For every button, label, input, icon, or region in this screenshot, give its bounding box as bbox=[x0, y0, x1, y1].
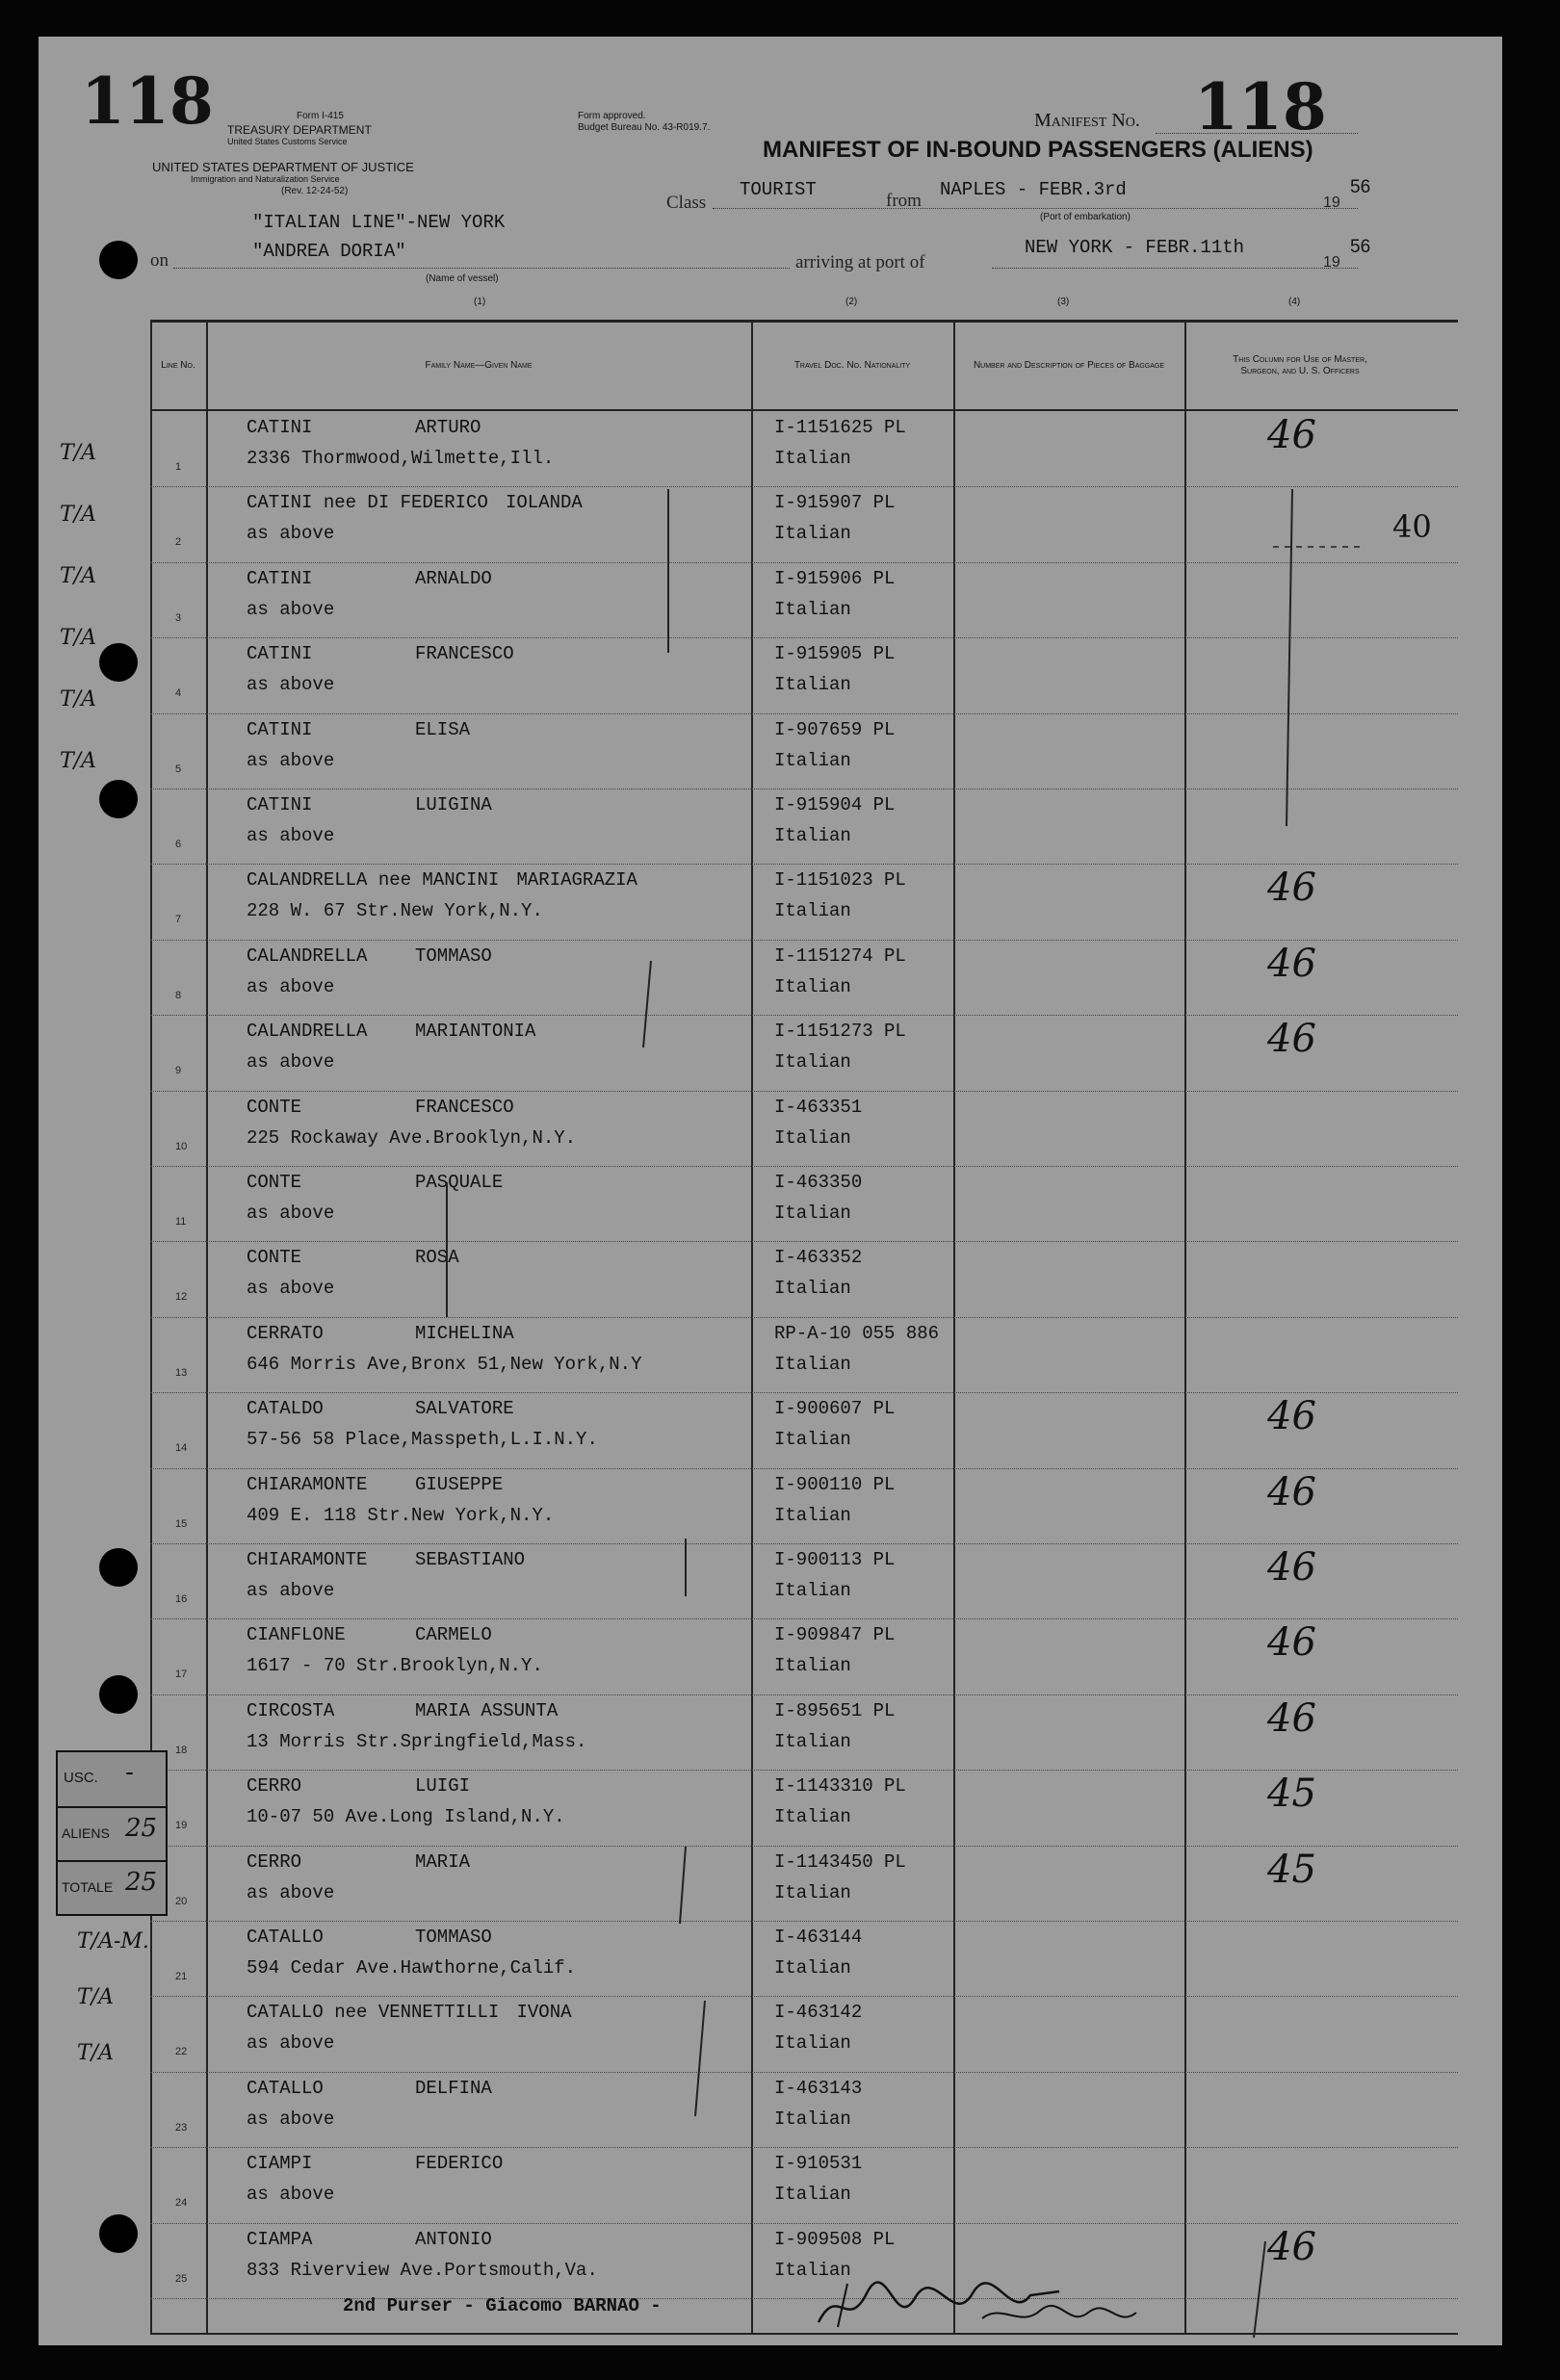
nationality: Italian bbox=[774, 825, 851, 846]
arriving-dotline bbox=[992, 268, 1358, 269]
officer-mark: 45 bbox=[1267, 1847, 1316, 1892]
budget-bureau: Budget Bureau No. 43-R019.7. bbox=[578, 122, 711, 133]
form-number: Form I-415 bbox=[297, 111, 344, 121]
travel-doc-number: I-900607 PL bbox=[774, 1398, 896, 1420]
travel-doc-number: I-915904 PL bbox=[774, 794, 896, 815]
given-name: SALVATORE bbox=[415, 1398, 514, 1420]
travel-doc-number: I-915906 PL bbox=[774, 567, 896, 589]
treasury-department: TREASURY DEPARTMENT bbox=[227, 123, 372, 137]
form-revision: (Rev. 12-24-52) bbox=[281, 186, 349, 196]
family-name: CERRO bbox=[247, 1850, 302, 1873]
table-row bbox=[150, 1166, 1458, 1242]
line-number: 14 bbox=[175, 1442, 188, 1455]
aliens-value: 25 bbox=[125, 1814, 158, 1843]
address: as above bbox=[247, 975, 335, 997]
passenger-rows bbox=[150, 411, 1458, 2333]
nationality: Italian bbox=[774, 1353, 851, 1375]
header-officers: This Column for Use of Master, Surgeon, and U. S. Officers bbox=[1233, 354, 1367, 376]
punch-hole bbox=[99, 1675, 138, 1714]
table-row bbox=[150, 2072, 1458, 2148]
nationality: Italian bbox=[774, 1278, 851, 1300]
table-row bbox=[150, 1921, 1458, 1997]
address: 10-07 50 Ave.Long Island,N.Y. bbox=[247, 1806, 565, 1828]
travel-doc-number: I-463351 bbox=[774, 1096, 863, 1118]
table-row bbox=[150, 713, 1458, 789]
family-name: CALANDRELLA bbox=[247, 1021, 368, 1043]
punch-hole bbox=[99, 780, 138, 818]
given-name: IVONA bbox=[516, 2002, 572, 2024]
given-name: MICHELINA bbox=[415, 1322, 514, 1344]
officer-mark: 46 bbox=[1267, 413, 1316, 457]
officer-mark: 46 bbox=[1267, 1469, 1316, 1514]
vessel-label: (Name of vessel) bbox=[426, 273, 499, 284]
table-row bbox=[150, 1694, 1458, 1771]
arriving-value: NEW YORK - FEBR.11th bbox=[1025, 237, 1245, 258]
usc-label: USC. bbox=[64, 1770, 98, 1786]
punch-hole bbox=[99, 2214, 138, 2253]
line-number: 1 bbox=[175, 461, 182, 473]
line-number: 22 bbox=[175, 2046, 188, 2058]
punch-hole bbox=[99, 643, 138, 682]
aliens-label: ALIENS bbox=[62, 1825, 110, 1841]
nationality: Italian bbox=[774, 749, 851, 771]
line-number: 16 bbox=[175, 1593, 188, 1605]
year2-prefix: 19 bbox=[1323, 254, 1340, 271]
table-row bbox=[150, 2223, 1458, 2299]
address: as above bbox=[247, 2108, 335, 2130]
ta-mark: T/A bbox=[60, 441, 96, 465]
line-number: 21 bbox=[175, 1971, 188, 1982]
nationality: Italian bbox=[774, 1580, 851, 1601]
address: 57-56 58 Place,Masspeth,L.I.N.Y. bbox=[247, 1429, 598, 1451]
travel-doc-number: I-895651 PL bbox=[774, 1699, 896, 1721]
ta-mark-lower: T/A bbox=[77, 1985, 114, 2009]
nationality: Italian bbox=[774, 900, 851, 922]
travel-doc-number: I-910531 bbox=[774, 2153, 863, 2175]
passenger-table bbox=[150, 320, 1458, 2335]
given-name: ROSA bbox=[415, 1247, 459, 1269]
line-number: 20 bbox=[175, 1895, 188, 1907]
table-row bbox=[150, 637, 1458, 713]
travel-doc-number: I-1151023 PL bbox=[774, 869, 906, 892]
nationality: Italian bbox=[774, 1429, 851, 1451]
totals-box bbox=[56, 1750, 168, 1916]
given-name: FRANCESCO bbox=[415, 643, 514, 665]
address: 409 E. 118 Str.New York,N.Y. bbox=[247, 1504, 555, 1526]
given-name: ARNALDO bbox=[415, 567, 492, 589]
given-name: GIUSEPPE bbox=[415, 1473, 504, 1495]
manifest-dotline bbox=[1156, 133, 1358, 134]
travel-doc-number: I-900113 PL bbox=[774, 1549, 896, 1570]
table-row bbox=[150, 1846, 1458, 1922]
from-value: NAPLES - FEBR.3rd bbox=[940, 179, 1127, 200]
family-name: CIAMPI bbox=[247, 2153, 313, 2175]
nationality: Italian bbox=[774, 2032, 851, 2055]
address: as above bbox=[247, 523, 335, 545]
family-name: CIANFLONE bbox=[247, 1624, 346, 1646]
address: as above bbox=[247, 1051, 335, 1074]
given-name: LUIGI bbox=[415, 1775, 471, 1798]
table-row bbox=[150, 1996, 1458, 2072]
immigration-service: Immigration and Naturalization Service bbox=[191, 174, 340, 184]
from-label: from bbox=[886, 191, 922, 211]
address: as above bbox=[247, 1203, 335, 1224]
family-name: CATALLO bbox=[247, 2077, 324, 2099]
column-number-1: (1) bbox=[474, 297, 486, 307]
table-row bbox=[150, 1468, 1458, 1544]
given-name: DELFINA bbox=[415, 2077, 492, 2099]
nationality: Italian bbox=[774, 1881, 851, 1903]
table-row bbox=[150, 1618, 1458, 1694]
year-prefix: 19 bbox=[1323, 194, 1340, 211]
given-name: MARIA ASSUNTA bbox=[415, 1699, 559, 1721]
family-name: CATINI nee DI FEDERICO bbox=[247, 492, 488, 514]
table-row bbox=[150, 562, 1458, 638]
officer-mark: 45 bbox=[1267, 1772, 1316, 1817]
table-row bbox=[150, 1770, 1458, 1846]
nationality: Italian bbox=[774, 2108, 851, 2130]
travel-doc-number: I-907659 PL bbox=[774, 718, 896, 740]
line-number: 19 bbox=[175, 1820, 188, 1832]
ta-mark-lower: T/A bbox=[77, 2041, 114, 2065]
family-name: CATALLO bbox=[247, 1927, 324, 1948]
address: as above bbox=[247, 1881, 335, 1903]
travel-doc-number: I-1151273 PL bbox=[774, 1021, 906, 1043]
address: as above bbox=[247, 674, 335, 696]
officer-mark: 46 bbox=[1267, 866, 1316, 911]
address: as above bbox=[247, 2032, 335, 2055]
family-name: CATINI bbox=[247, 794, 313, 815]
line-number: 24 bbox=[175, 2197, 188, 2210]
total-label: TOTALE bbox=[62, 1879, 114, 1895]
officer-mark: 46 bbox=[1267, 2224, 1316, 2269]
total-value: 25 bbox=[125, 1868, 158, 1897]
family-name: CATINI bbox=[247, 567, 313, 589]
header-name: Family Name—Given Name bbox=[425, 360, 533, 371]
officer-mark: 46 bbox=[1267, 941, 1316, 986]
address: 833 Riverview Ave.Portsmouth,Va. bbox=[247, 2259, 598, 2281]
address: as above bbox=[247, 825, 335, 846]
family-name: CONTE bbox=[247, 1172, 302, 1193]
nationality: Italian bbox=[774, 1126, 851, 1149]
travel-doc-number: I-463143 bbox=[774, 2077, 863, 2099]
nationality: Italian bbox=[774, 975, 851, 997]
given-name: MARIAGRAZIA bbox=[516, 869, 637, 892]
class-label: Class bbox=[666, 193, 707, 213]
table-row bbox=[150, 411, 1458, 487]
nationality: Italian bbox=[774, 1504, 851, 1526]
nationality: Italian bbox=[774, 1957, 851, 1979]
address: as above bbox=[247, 749, 335, 771]
year-value: 56 bbox=[1350, 177, 1371, 197]
customs-service: United States Customs Service bbox=[227, 137, 348, 146]
address: 1617 - 70 Str.Brooklyn,N.Y. bbox=[247, 1655, 543, 1677]
ta-mark: T/A bbox=[60, 503, 96, 527]
address: 13 Morris Str.Springfield,Mass. bbox=[247, 1730, 587, 1752]
address: 2336 Thormwood,Wilmette,Ill. bbox=[247, 448, 555, 469]
ta-mark: T/A bbox=[60, 749, 96, 773]
nationality: Italian bbox=[774, 448, 851, 469]
travel-doc-number: I-915905 PL bbox=[774, 643, 896, 665]
travel-doc-number: I-1143310 PL bbox=[774, 1775, 906, 1798]
family-name: CATINI bbox=[247, 643, 313, 665]
column-number-2: (2) bbox=[845, 297, 858, 307]
nationality: Italian bbox=[774, 598, 851, 620]
family-name: CATINI bbox=[247, 417, 313, 438]
line-number: 8 bbox=[175, 989, 182, 1001]
address: 225 Rockaway Ave.Brooklyn,N.Y. bbox=[247, 1126, 577, 1149]
class-value: TOURIST bbox=[740, 179, 817, 200]
family-name: CALANDRELLA nee MANCINI bbox=[247, 869, 500, 892]
given-name: TOMMASO bbox=[415, 1927, 492, 1948]
line-number: 3 bbox=[175, 611, 182, 624]
given-name: ELISA bbox=[415, 718, 471, 740]
purser-line: 2nd Purser - Giacomo BARNAO - bbox=[343, 2295, 662, 2316]
officer-mark: 46 bbox=[1267, 1394, 1316, 1439]
usc-value: - bbox=[125, 1758, 134, 1787]
given-name: CARMELO bbox=[415, 1624, 492, 1646]
table-row bbox=[150, 864, 1458, 940]
table-row bbox=[150, 1317, 1458, 1393]
travel-doc-number: I-909847 PL bbox=[774, 1624, 896, 1646]
line-number: 15 bbox=[175, 1517, 188, 1530]
side-number: 40 bbox=[1392, 508, 1432, 545]
travel-doc-number: I-909508 PL bbox=[774, 2228, 896, 2250]
address: as above bbox=[247, 1278, 335, 1300]
family-name: CERRO bbox=[247, 1775, 302, 1798]
line-number: 13 bbox=[175, 1366, 188, 1379]
class-dotline bbox=[713, 208, 1358, 209]
address: as above bbox=[247, 1580, 335, 1601]
address: 228 W. 67 Str.New York,N.Y. bbox=[247, 900, 543, 922]
travel-doc-number: I-463144 bbox=[774, 1927, 863, 1948]
given-name: TOMMASO bbox=[415, 944, 492, 967]
column-number-3: (3) bbox=[1057, 297, 1070, 307]
family-name: CATINI bbox=[247, 718, 313, 740]
officer-mark: 46 bbox=[1267, 1695, 1316, 1741]
given-name: ANTONIO bbox=[415, 2228, 492, 2250]
line-number: 4 bbox=[175, 687, 182, 700]
travel-doc-number: I-463352 bbox=[774, 1247, 863, 1269]
family-name: CERRATO bbox=[247, 1322, 324, 1344]
nationality: Italian bbox=[774, 523, 851, 545]
nationality: Italian bbox=[774, 1051, 851, 1074]
family-name: CONTE bbox=[247, 1247, 302, 1269]
line-number: 12 bbox=[175, 1291, 188, 1304]
family-name: CONTE bbox=[247, 1096, 302, 1118]
punch-hole bbox=[99, 1548, 138, 1587]
table-row bbox=[150, 1392, 1458, 1468]
nationality: Italian bbox=[774, 1730, 851, 1752]
family-name: CALANDRELLA bbox=[247, 944, 368, 967]
line-number: 9 bbox=[175, 1065, 182, 1077]
header-travel-doc: Travel Doc. No. Nationality bbox=[793, 360, 911, 371]
nationality: Italian bbox=[774, 2259, 851, 2281]
travel-doc-number: RP-A-10 055 886 bbox=[774, 1322, 940, 1344]
punch-hole bbox=[99, 241, 138, 279]
family-name: CATALDO bbox=[247, 1398, 324, 1420]
given-name: FRANCESCO bbox=[415, 1096, 514, 1118]
officer-mark: 46 bbox=[1267, 1620, 1316, 1666]
line-number: 11 bbox=[175, 1216, 187, 1228]
table-row bbox=[150, 1543, 1458, 1619]
given-name: MARIA bbox=[415, 1850, 471, 1873]
officer-mark: 46 bbox=[1267, 1545, 1316, 1590]
ta-mark-lower: T/A-M. bbox=[77, 1929, 149, 1953]
family-name: CIRCOSTA bbox=[247, 1699, 335, 1721]
table-row bbox=[150, 1015, 1458, 1091]
given-name: ARTURO bbox=[415, 417, 481, 438]
manifest-label: Manifest No. bbox=[1034, 110, 1140, 131]
line-number: 17 bbox=[175, 1669, 188, 1681]
form-approved: Form approved. bbox=[578, 111, 646, 121]
nationality: Italian bbox=[774, 1806, 851, 1828]
line-name: "ITALIAN LINE"-NEW YORK bbox=[252, 212, 506, 233]
arriving-label: arriving at port of bbox=[795, 252, 925, 272]
family-name: CHIARAMONTE bbox=[247, 1549, 368, 1570]
signature bbox=[809, 2274, 1213, 2341]
travel-doc-number: I-1151625 PL bbox=[774, 417, 906, 438]
justice-department: UNITED STATES DEPARTMENT OF JUSTICE bbox=[152, 160, 414, 174]
family-name: CATALLO nee VENNETTILLI bbox=[247, 2002, 500, 2024]
line-number: 18 bbox=[175, 1744, 188, 1756]
line-number: 25 bbox=[175, 2272, 188, 2285]
line-number: 5 bbox=[175, 763, 182, 775]
nationality: Italian bbox=[774, 674, 851, 696]
address: 646 Morris Ave,Bronx 51,New York,N.Y bbox=[247, 1353, 642, 1375]
given-name: MARIANTONIA bbox=[415, 1021, 536, 1043]
header-line-no: Line No. bbox=[161, 360, 195, 371]
ta-mark: T/A bbox=[60, 564, 96, 588]
family-name: CIAMPA bbox=[247, 2228, 313, 2250]
travel-doc-number: I-463350 bbox=[774, 1172, 863, 1193]
nationality: Italian bbox=[774, 1655, 851, 1677]
travel-doc-number: I-900110 PL bbox=[774, 1473, 896, 1495]
address: as above bbox=[247, 598, 335, 620]
travel-doc-number: I-1143450 PL bbox=[774, 1850, 906, 1873]
travel-doc-number: I-463142 bbox=[774, 2002, 863, 2024]
travel-doc-number: I-1151274 PL bbox=[774, 944, 906, 967]
nationality: Italian bbox=[774, 1203, 851, 1224]
given-name: IOLANDA bbox=[506, 492, 583, 514]
given-name: SEBASTIANO bbox=[415, 1549, 526, 1570]
line-number: 6 bbox=[175, 839, 182, 850]
line-number: 7 bbox=[175, 914, 182, 926]
line-number: 2 bbox=[175, 536, 182, 549]
line-number: 23 bbox=[175, 2121, 188, 2134]
year2-value: 56 bbox=[1350, 237, 1371, 257]
given-name: FEDERICO bbox=[415, 2153, 504, 2175]
manifest-number: 118 bbox=[1194, 69, 1327, 144]
address: as above bbox=[247, 2184, 335, 2206]
address: 594 Cedar Ave.Hawthorne,Calif. bbox=[247, 1957, 577, 1979]
nationality: Italian bbox=[774, 2184, 851, 2206]
line-number: 10 bbox=[175, 1140, 188, 1152]
given-name: PASQUALE bbox=[415, 1172, 504, 1193]
manifest-title: MANIFEST OF IN-BOUND PASSENGERS (ALIENS) bbox=[763, 137, 1313, 163]
family-name: CHIARAMONTE bbox=[247, 1473, 368, 1495]
ta-mark: T/A bbox=[60, 687, 96, 711]
left-manifest-number: 118 bbox=[81, 64, 214, 139]
given-name: LUIGINA bbox=[415, 794, 492, 815]
table-row bbox=[150, 789, 1458, 865]
table-row bbox=[150, 2147, 1458, 2223]
ta-mark: T/A bbox=[60, 626, 96, 650]
manifest-page bbox=[39, 37, 1502, 2345]
port-embarkation-label: (Port of embarkation) bbox=[1040, 212, 1131, 222]
vessel-dotline bbox=[173, 268, 790, 269]
travel-doc-number: I-915907 PL bbox=[774, 492, 896, 514]
officer-mark: 46 bbox=[1267, 1017, 1316, 1062]
table-row bbox=[150, 1241, 1458, 1317]
table-row bbox=[150, 940, 1458, 1016]
vessel-name: "ANDREA DORIA" bbox=[252, 241, 406, 262]
table-row bbox=[150, 1091, 1458, 1167]
header-baggage: Number and Description of Pieces of Baggage bbox=[973, 360, 1165, 371]
column-number-4: (4) bbox=[1288, 297, 1301, 307]
table-row bbox=[150, 486, 1458, 562]
on-label: on bbox=[150, 250, 169, 271]
